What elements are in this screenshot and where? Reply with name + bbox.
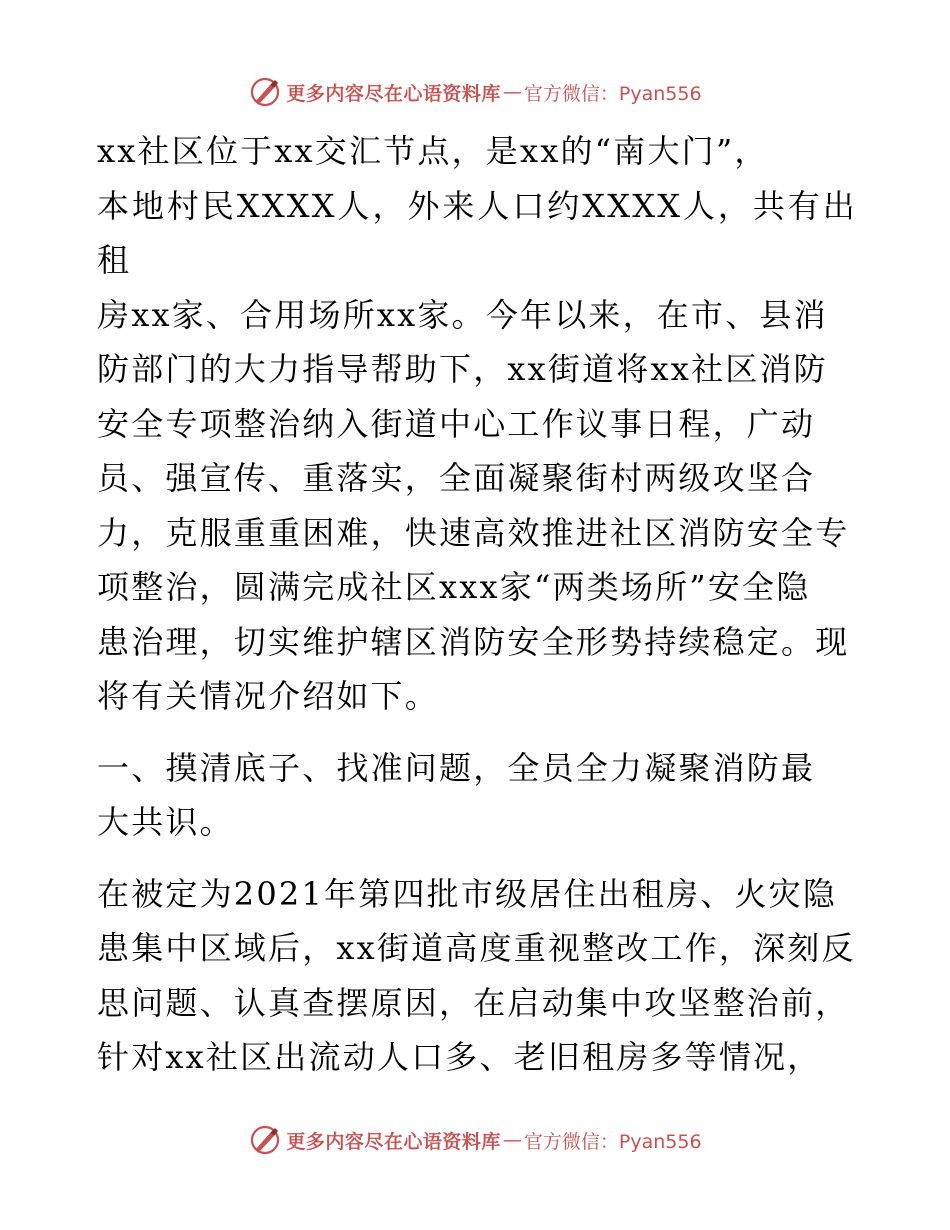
watermark-footer [0, 1120, 950, 1160]
document-body [97, 124, 857, 1085]
pen-circle-logo-icon [248, 75, 282, 109]
paragraph-intro [97, 124, 857, 724]
text-line: 防部门的大力指导帮助下，xx街道将xx社区消防 [97, 350, 828, 388]
pen-circle-logo-icon [248, 1123, 282, 1157]
text-line: xx社区位于xx交汇节点，是xx的“南大门”， [97, 132, 769, 170]
text-line: 大共识。 [97, 803, 234, 841]
text-line: 将有关情况介绍如下。 [97, 677, 440, 715]
watermark-contact-text: 官方微信：Pyan556 [523, 82, 702, 105]
watermark-brand-text: 更多内容尽在心语资料库 [286, 82, 501, 105]
text-line: 本地村民XXXX人，外来人口约XXXX人，共有出租 [97, 186, 857, 279]
text-line: 在被定为2021年第四批市级居住出租房、火灾隐 [97, 874, 838, 913]
text-line: 针对xx社区出流动人口多、老旧租房多等情况， [97, 1038, 822, 1076]
watermark-separator: — [502, 1129, 522, 1151]
text-line: 项整治，圆满完成社区xxx家“两类场所”安全隐 [97, 568, 811, 606]
watermark-contact-text: 官方微信：Pyan556 [523, 1130, 702, 1153]
text-line: 力，克服重重困难，快速高效推进社区消防安全专 [97, 513, 850, 552]
text-line: 患治理，切实维护辖区消防安全形势持续稳定。现 [97, 622, 850, 661]
text-line: 房xx家、合用场所xx家。今年以来，在市、县消 [97, 295, 828, 334]
text-line: 思问题、认真查摆原因，在启动集中攻坚整治前， [97, 983, 850, 1022]
text-line: 患集中区域后，xx街道高度重视整改工作，深刻反 [97, 929, 856, 967]
watermark-separator: — [502, 81, 522, 103]
watermark-header [0, 72, 950, 112]
watermark-brand-text: 更多内容尽在心语资料库 [286, 1130, 501, 1153]
text-line: 员、强宣传、重落实，全面凝聚街村两级攻坚合 [97, 459, 816, 497]
section-heading-one [97, 741, 857, 850]
text-line: 安全专项整治纳入街道中心工作议事日程，广动 [97, 404, 816, 443]
text-line: 一、摸清底子、找准问题，全员全力凝聚消防最 [97, 748, 816, 787]
paragraph-section-one [97, 867, 857, 1085]
